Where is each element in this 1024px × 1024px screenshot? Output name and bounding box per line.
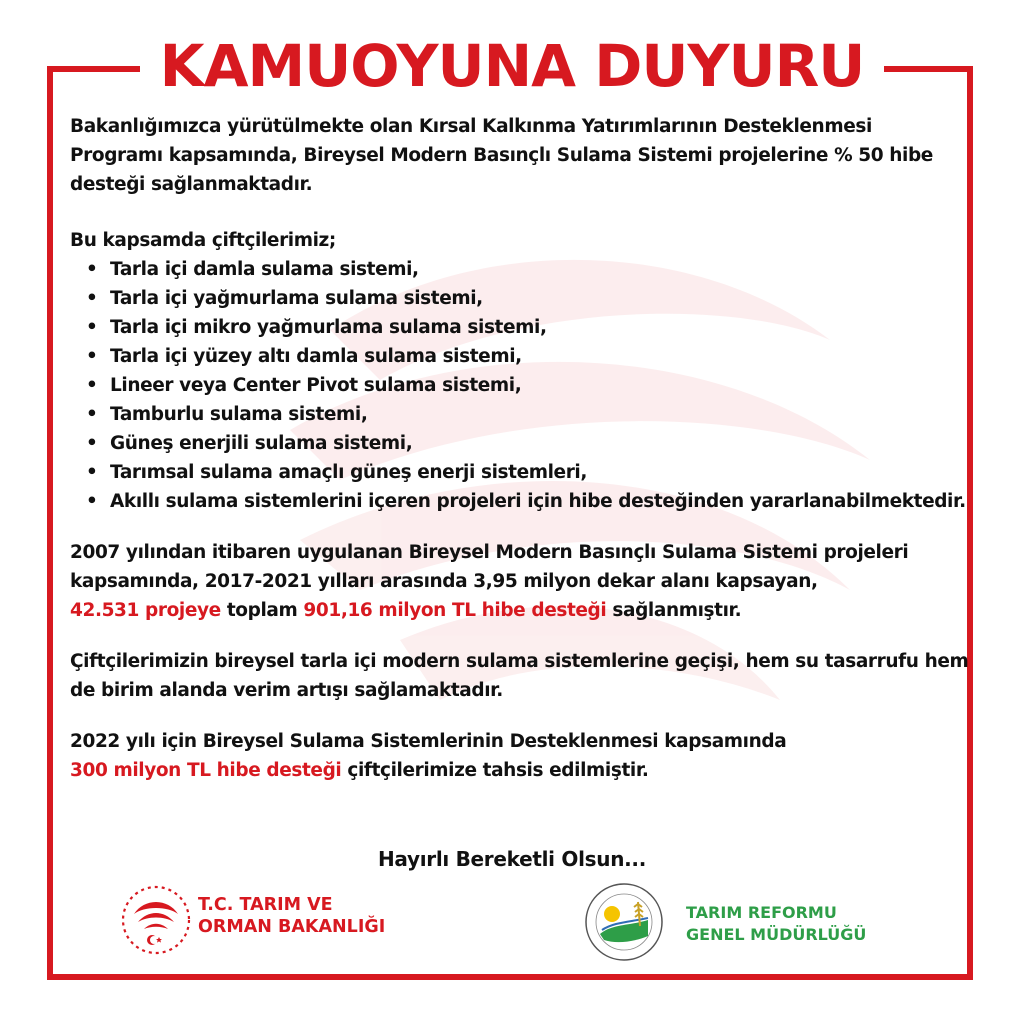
- list-item: • Tarla içi yüzey altı damla sulama sistemi,: [110, 342, 970, 371]
- statistics-line-2: kapsamında, 2017-2021 yılları arasında 3,95 milyon dekar alanı kapsayan,: [70, 571, 818, 592]
- list-item: • Tarla içi damla sulama sistemi,: [110, 255, 970, 284]
- statistics-middle-text: toplam: [220, 600, 304, 621]
- statistics-paragraph: [70, 538, 970, 625]
- project-count-highlight: 42.531 projeye: [70, 600, 221, 621]
- irrigation-systems-list: [70, 255, 970, 516]
- list-item: • Tamburlu sulama sistemi,: [110, 400, 970, 429]
- budget-line-1: 2022 yılı için Bireysel Sulama Sistemlerinin Desteklenmesi kapsamında: [70, 731, 787, 752]
- closing-text: Hayırlı Bereketli Olsun...: [377, 847, 647, 871]
- ministry-name: [198, 894, 385, 938]
- ministry-name-line-1: T.C. TARIM VE: [198, 895, 333, 915]
- grant-amount-highlight: 901,16 milyon TL hibe desteği: [303, 600, 607, 621]
- announcement-body: [70, 112, 970, 785]
- list-item: • Lineer veya Center Pivot sulama sistemi,: [110, 371, 970, 400]
- directorate-logo: [582, 880, 892, 970]
- page-title: KAMUOYUNA DUYURU: [0, 34, 1024, 98]
- budget-amount-highlight: 300 milyon TL hibe desteği: [70, 760, 342, 781]
- ministry-emblem-icon: [118, 874, 194, 968]
- statistics-end-text: sağlanmıştır.: [606, 600, 742, 621]
- ministry-logo: [118, 874, 418, 974]
- budget-end-text: çiftçilerimize tahsis edilmiştir.: [341, 760, 649, 781]
- list-item: • Tarımsal sulama amaçlı güneş enerji sistemleri,: [110, 458, 970, 487]
- ministry-name-line-2: ORMAN BAKANLIĞI: [198, 917, 386, 937]
- statistics-line-1: 2007 yılından itibaren uygulanan Bireysel Modern Basınçlı Sulama Sistemi projeleri: [70, 542, 909, 563]
- intro-paragraph: Bakanlığımızca yürütülmekte olan Kırsal Kalkınma Yatırımlarının Desteklenmesi Programı kapsamında, Bireysel Modern Basınçlı Sulama Sistemi projelerine % 50 hibe desteği sağlanmaktadır.: [70, 116, 933, 195]
- list-item: • Akıllı sulama sistemlerini içeren projeleri için hibe desteğinden yararlanabilmektedir.: [110, 487, 970, 516]
- budget-paragraph: [70, 727, 970, 785]
- directorate-name: [686, 902, 866, 946]
- benefits-paragraph: Çiftçilerimizin bireysel tarla içi modern sulama sistemlerine geçişi, hem su tasarrufu hem de birim alanda verim artışı sağlamaktadır.: [70, 651, 969, 701]
- directorate-name-line-2: GENEL MÜDÜRLÜĞÜ: [686, 925, 867, 944]
- directorate-seal-icon: [582, 880, 666, 964]
- list-item: • Tarla içi yağmurlama sulama sistemi,: [110, 284, 970, 313]
- list-item: • Güneş enerjili sulama sistemi,: [110, 429, 970, 458]
- list-item: • Tarla içi mikro yağmurlama sulama sistemi,: [110, 313, 970, 342]
- directorate-name-line-1: TARIM REFORMU: [686, 903, 837, 922]
- list-heading: Bu kapsamda çiftçilerimiz;: [70, 230, 336, 251]
